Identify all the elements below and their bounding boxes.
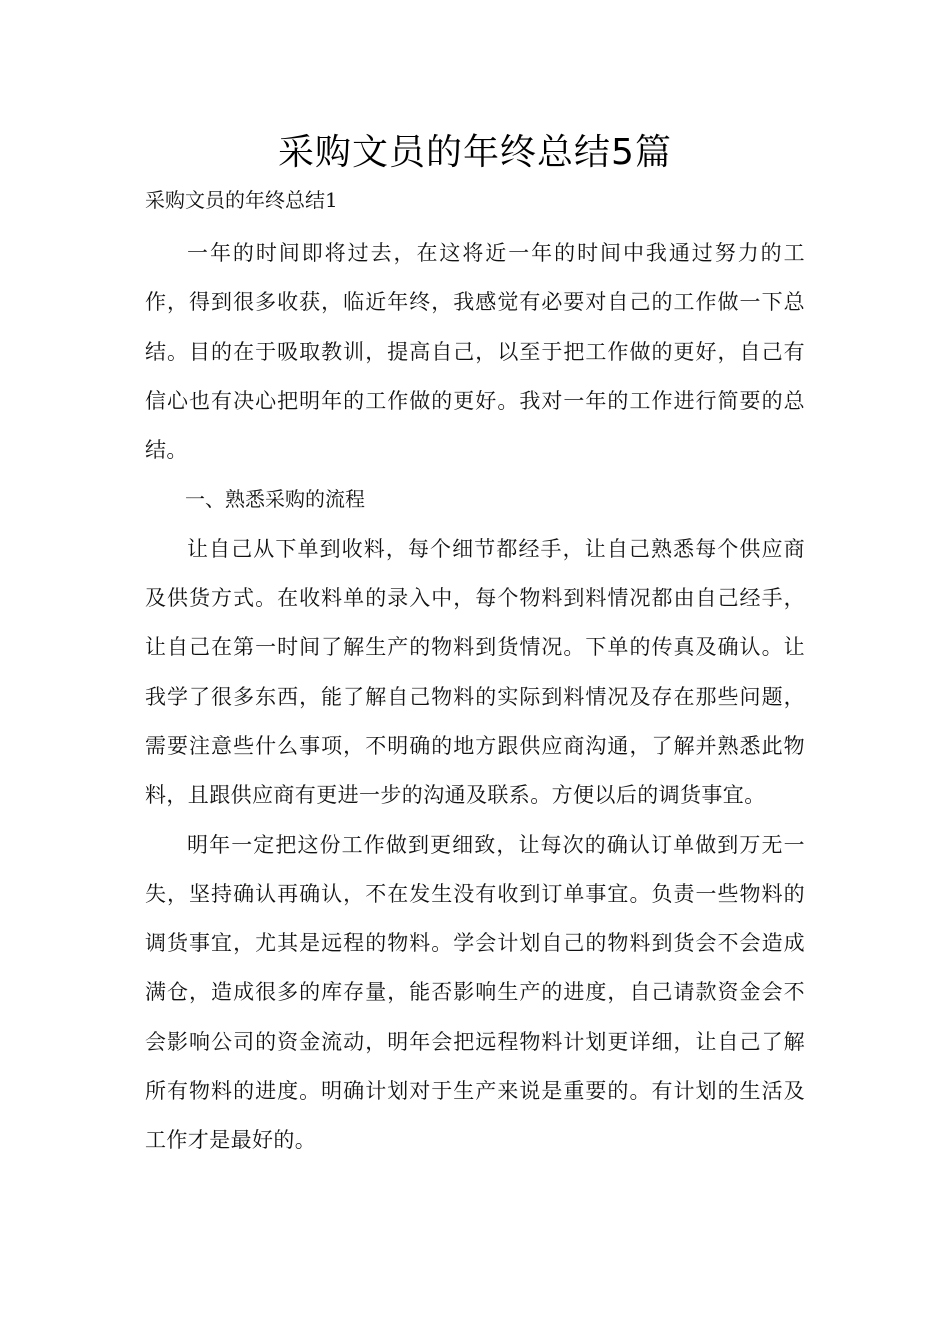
paragraph-intro: 一年的时间即将过去，在这将近一年的时间中我通过努力的工作，得到很多收获，临近年终，我感觉有必要对自己的工作做一下总结。目的在于吸取教训，提高自己，以至于把工作做的更好，自己有信心也有决心把明年的工作做的更好。我对一年的工作进行简要的总结。 xyxy=(145,241,805,463)
document-title: 采购文员的年终总结5篇 xyxy=(278,132,672,173)
paragraph-plan: 明年一定把这份工作做到更细致，让每次的确认订单做到万无一失，坚持确认再确认，不在发生没有收到订单事宜。负责一些物料的调货事宜，尤其是远程的物料。学会计划自己的物料到货会不会造成满仓，造成很多的库存量，能否影响生产的进度，自己请款资金会不会影响公司的资金流动，明年会把远程物料计划更详细，让自己了解所有物料的进度。明确计划对于生产来说是重要的。有计划的生活及工作才是最好的。 xyxy=(145,832,805,1153)
document-body xyxy=(145,229,805,1166)
section-heading: 一、熟悉采购的流程 xyxy=(185,487,365,512)
document-subtitle: 采购文员的年终总结1 xyxy=(145,188,338,212)
paragraph-process: 让自己从下单到收料，每个细节都经手，让自己熟悉每个供应商及供货方式。在收料单的录入中，每个物料到料情况都由自己经手，让自己在第一时间了解生产的物料到货情况。下单的传真及确认。让我学了很多东西，能了解自己物料的实际到料情况及存在那些问题，需要注意些什么事项，不明确的地方跟供应商沟通，了解并熟悉此物料，且跟供应商有更进一步的沟通及联系。方便以后的调货事宜。 xyxy=(145,536,805,808)
